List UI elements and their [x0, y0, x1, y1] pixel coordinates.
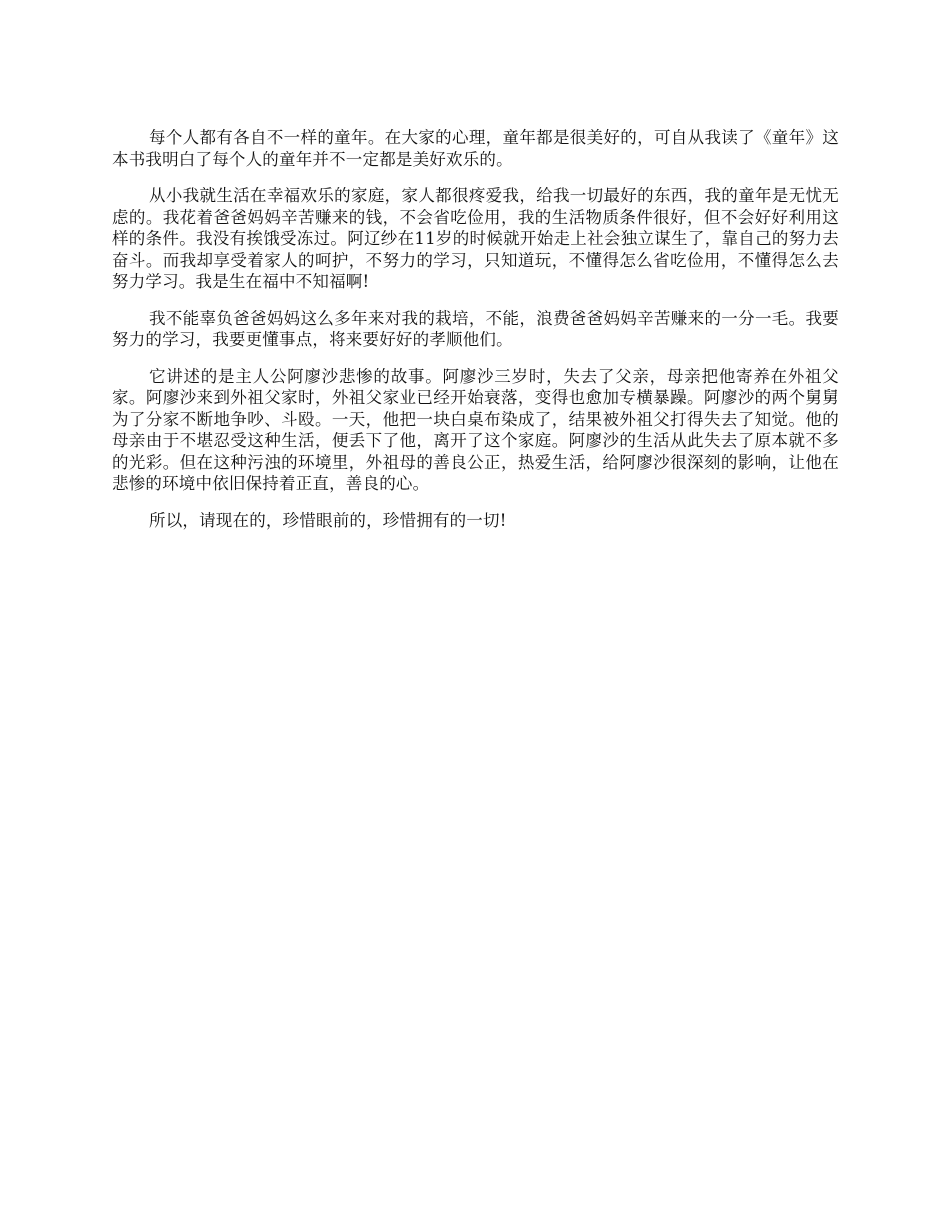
paragraph-2: 从小我就生活在幸福欢乐的家庭，家人都很疼爱我，给我一切最好的东西，我的童年是无忧无虑的。我花着爸爸妈妈辛苦赚来的钱，不会省吃俭用，我的生活物质条件很好，但不会好好利用这样的条件。我没有挨饿受冻过。阿辽纱在11岁的时候就开始走上社会独立谋生了，靠自己的努力去奋斗。而我却享受着家人的呵护，不努力的学习，只知道玩，不懂得怎么省吃俭用，不懂得怎么去努力学习。我是生在福中不知福啊! — [112, 186, 839, 291]
paragraph-3: 我不能辜负爸爸妈妈这么多年来对我的栽培，不能，浪费爸爸妈妈辛苦赚来的一分一毛。我要努力的学习，我要更懂事点，将来要好好的孝顺他们。 — [112, 308, 839, 349]
paragraph-1: 每个人都有各自不一样的童年。在大家的心理，童年都是很美好的，可自从我读了《童年》这本书我明白了每个人的童年并不一定都是美好欢乐的。 — [112, 128, 839, 169]
paragraph-4: 它讲述的是主人公阿廖沙悲惨的故事。阿廖沙三岁时，失去了父亲，母亲把他寄养在外祖父家。阿廖沙来到外祖父家时，外祖父家业已经开始衰落，变得也愈加专横暴躁。阿廖沙的两个舅舅为了分家不断地争吵、斗殴。一天，他把一块白桌布染成了，结果被外祖父打得失去了知觉。他的母亲由于不堪忍受这种生活，便丢下了他，离开了这个家庭。阿廖沙的生活从此失去了原本就不多的光彩。但在这种污浊的环境里，外祖母的善良公正，热爱生活，给阿廖沙很深刻的影响，让他在悲惨的环境中依旧保持着正直，善良的心。 — [112, 366, 839, 493]
paragraph-5: 所以，请现在的，珍惜眼前的，珍惜拥有的一切! — [149, 510, 507, 530]
document-body — [112, 127, 839, 546]
